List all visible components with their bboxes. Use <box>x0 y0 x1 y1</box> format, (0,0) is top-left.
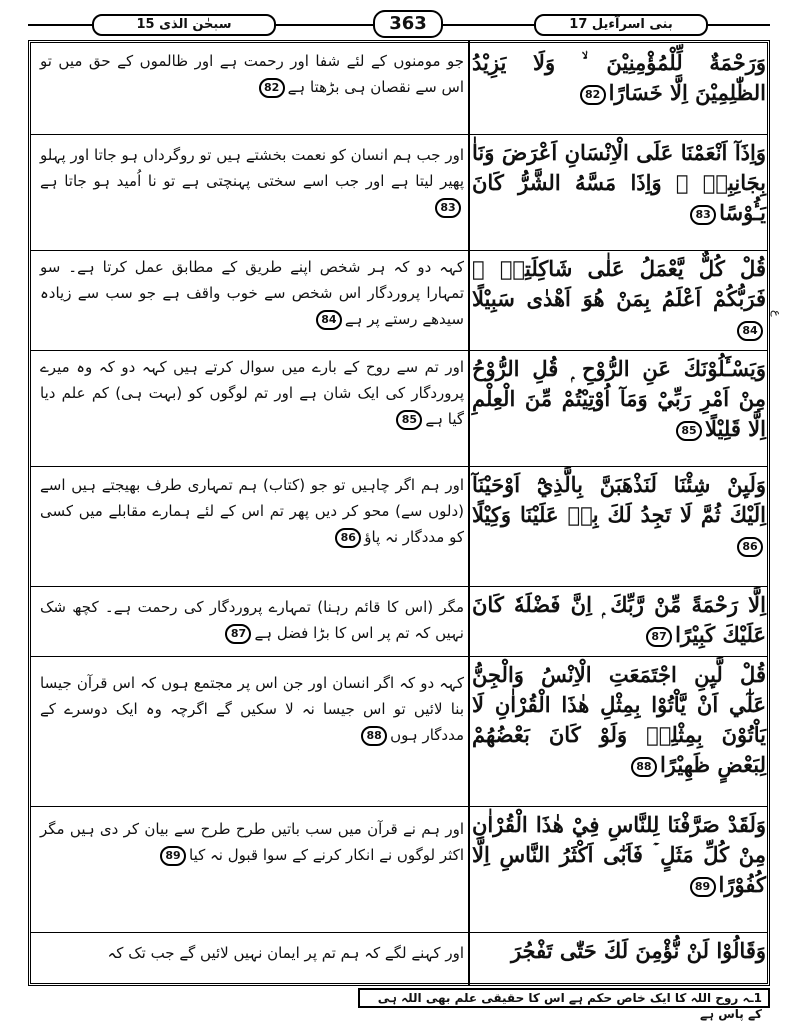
verse-number: 82 <box>259 78 285 98</box>
column-separator <box>468 40 470 986</box>
quran-page <box>28 10 783 1021</box>
section-divider <box>31 466 767 467</box>
arabic-verse: قُلْ لَّىِٕنِ اجْتَمَعَتِ الْاِنْسُ وَالْجِنُّ عَلٰٓي اَنْ يَّاْتُوْا بِمِثْلِ هٰذَا الْقُرْاٰنِ لَا يَاْتُوْنَ بِمِثْلِهٖ وَلَوْ كَانَ بَعْضُهُمْ لِبَعْضٍ ظَهِيْرًا88 <box>472 662 766 777</box>
arabic-verse: اِلَّا رَحْمَةً مِّنْ رَّبِّكَ ۭ اِنَّ فَضْلَهٗ كَانَ عَلَيْكَ كَبِيْرًا87 <box>472 592 766 647</box>
urdu-translation: جو مومنوں کے لئے شفا اور رحمت ہے اور ظالموں کے حق میں تو اس سے نقصان ہی بڑھتا ہے82 <box>40 52 464 96</box>
urdu-translation: اور تم سے روح کے بارے میں سوال کرتے ہیں کہہ دو کہ وہ میرے پروردگار کی ایک شان ہے اور تم لوگوں کو (بہت ہی) کم علم دیا گیا ہے85 <box>40 358 464 428</box>
page-number: 363 <box>373 10 443 38</box>
section-divider <box>31 656 767 657</box>
arabic-verse: وَلَقَدْ صَرَّفْنَا لِلنَّاسِ فِيْ هٰذَا الْقُرْاٰنِ مِنْ كُلِّ مَثَلٍ ۡ فَاَبٰٓى اَكْثَرُ النَّاسِ اِلَّا كُفُوْرًا89 <box>472 812 766 897</box>
urdu-translation: اور کہنے لگے کہ ہم تم پر ایمان نہیں لائیں گے جب تک کہ <box>107 944 464 962</box>
verse-number: 83 <box>690 205 716 225</box>
arabic-verse: وَاِذَآ اَنْعَمْنَا عَلَى الْاِنْسَانِ اَعْرَضَ وَنَاٰ بِجَانِبِهٖ ۚ وَاِذَا مَسَّهُ الشَّرُّ كَانَ يَـُٔوْسًا83 <box>472 140 766 225</box>
verse-number: 86 <box>737 537 763 557</box>
arabic-verse: وَيَسْـَٔلُوْنَكَ عَنِ الرُّوْحِ ۭ قُلِ الرُّوْحُ مِنْ اَمْرِ رَبِّيْ وَمَآ اُوْتِيْتُمْ مِّنَ الْعِلْمِ اِلَّا قَلِيْلًا85 <box>472 356 766 441</box>
section-divider <box>31 586 767 587</box>
page-header <box>28 10 770 38</box>
urdu-translation: اور ہم اگر چاہیں تو جو (کتاب) ہم تمہاری طرف بھیجتے ہیں اسے (دلوں سے) محو کر دیں پھر تم اس کے لئے ہمارے مقابلے میں کسی کو مددگار نہ پاؤ86 <box>40 476 464 546</box>
arabic-verse: وَرَحْمَةٌ لِّلْمُؤْمِنِيْنَ ۙ وَلَا يَزِيْدُ الظّٰلِمِيْنَ اِلَّا خَسَارًا82 <box>472 50 766 105</box>
urdu-translation: اور ہم نے قرآن میں سب باتیں طرح طرح سے بیان کر دی ہیں مگر اکثر لوگوں نے انکار کرنے کے سوا قبول نہ کیا89 <box>40 820 464 864</box>
section-divider <box>31 250 767 251</box>
verse-number: 85 <box>396 410 422 430</box>
verse-number: 89 <box>160 846 186 866</box>
section-divider <box>31 134 767 135</box>
footnote: 1ـہ روح اللہ کا ایک خاص حکم ہے اس کا حقیقی علم بھی اللہ ہی کے پاس ہے <box>358 988 770 1008</box>
section-divider <box>31 350 767 351</box>
section-divider <box>31 806 767 807</box>
verse-number: 87 <box>225 624 251 644</box>
verse-number: 88 <box>631 757 657 777</box>
urdu-translation: مگر (اس کا قائم رہنا) تمہارے پروردگار کی رحمت ہے۔ کچھ شک نہیں کہ تم پر اس کا بڑا فضل ہے87 <box>40 598 464 642</box>
urdu-translation: کہہ دو کہ اگر انسان اور جن اس پر مجتمع ہوں کہ اس قرآن جیسا بنا لائیں تو اس جیسا نہ لا سکیں گے اگرچہ وہ ایک دوسرے کے مددگار ہوں88 <box>40 674 464 744</box>
arabic-verse: قُلْ كُلٌّ يَّعْمَلُ عَلٰى شَاكِلَتِهٖ ۭ فَرَبُّكُمْ اَعْلَمُ بِمَنْ هُوَ اَهْدٰى سَبِيْلًا84 <box>472 254 766 344</box>
urdu-translation: کہہ دو کہ ہر شخص اپنے طریق کے مطابق عمل کرتا ہے۔ سو تمہارا پروردگار اس شخص سے خوب واقف ہے جو سب سے زیادہ سیدھے رستے پر ہے84 <box>40 258 464 328</box>
arabic-verse: وَلَىِٕنْ شِئْنَا لَنَذْهَبَنَّ بِالَّذِيْٓ اَوْحَيْنَآ اِلَيْكَ ثُمَّ لَا تَجِدُ لَكَ بِهٖ عَلَيْنَا وَكِيْلًا86 <box>472 470 766 560</box>
ruku-mark: ع <box>770 310 783 317</box>
section-divider <box>31 932 767 933</box>
verse-number: 86 <box>335 528 361 548</box>
arabic-verse: وَقَالُوْا لَنْ نُّؤْمِنَ لَكَ حَتّٰى تَفْجُرَ <box>510 938 766 963</box>
para-title: سبحٰن الذی 15 <box>92 14 276 36</box>
verse-number: 82 <box>580 85 606 105</box>
verse-number: 89 <box>690 877 716 897</box>
verse-number: 87 <box>646 627 672 647</box>
verse-number: 83 <box>435 198 461 218</box>
surah-title: بنی اسرآءیل 17 <box>534 14 708 36</box>
verse-number: 84 <box>316 310 342 330</box>
verse-number: 88 <box>361 726 387 746</box>
verse-number: 84 <box>737 321 763 341</box>
urdu-translation: اور جب ہم انسان کو نعمت بخشتے ہیں تو روگرداں ہو جاتا اور پہلو پھیر لیتا ہے اور جب اسے سختی پہنچتی ہے تو نا اُمید ہو جاتا ہے83 <box>40 142 464 220</box>
verse-number: 85 <box>676 421 702 441</box>
